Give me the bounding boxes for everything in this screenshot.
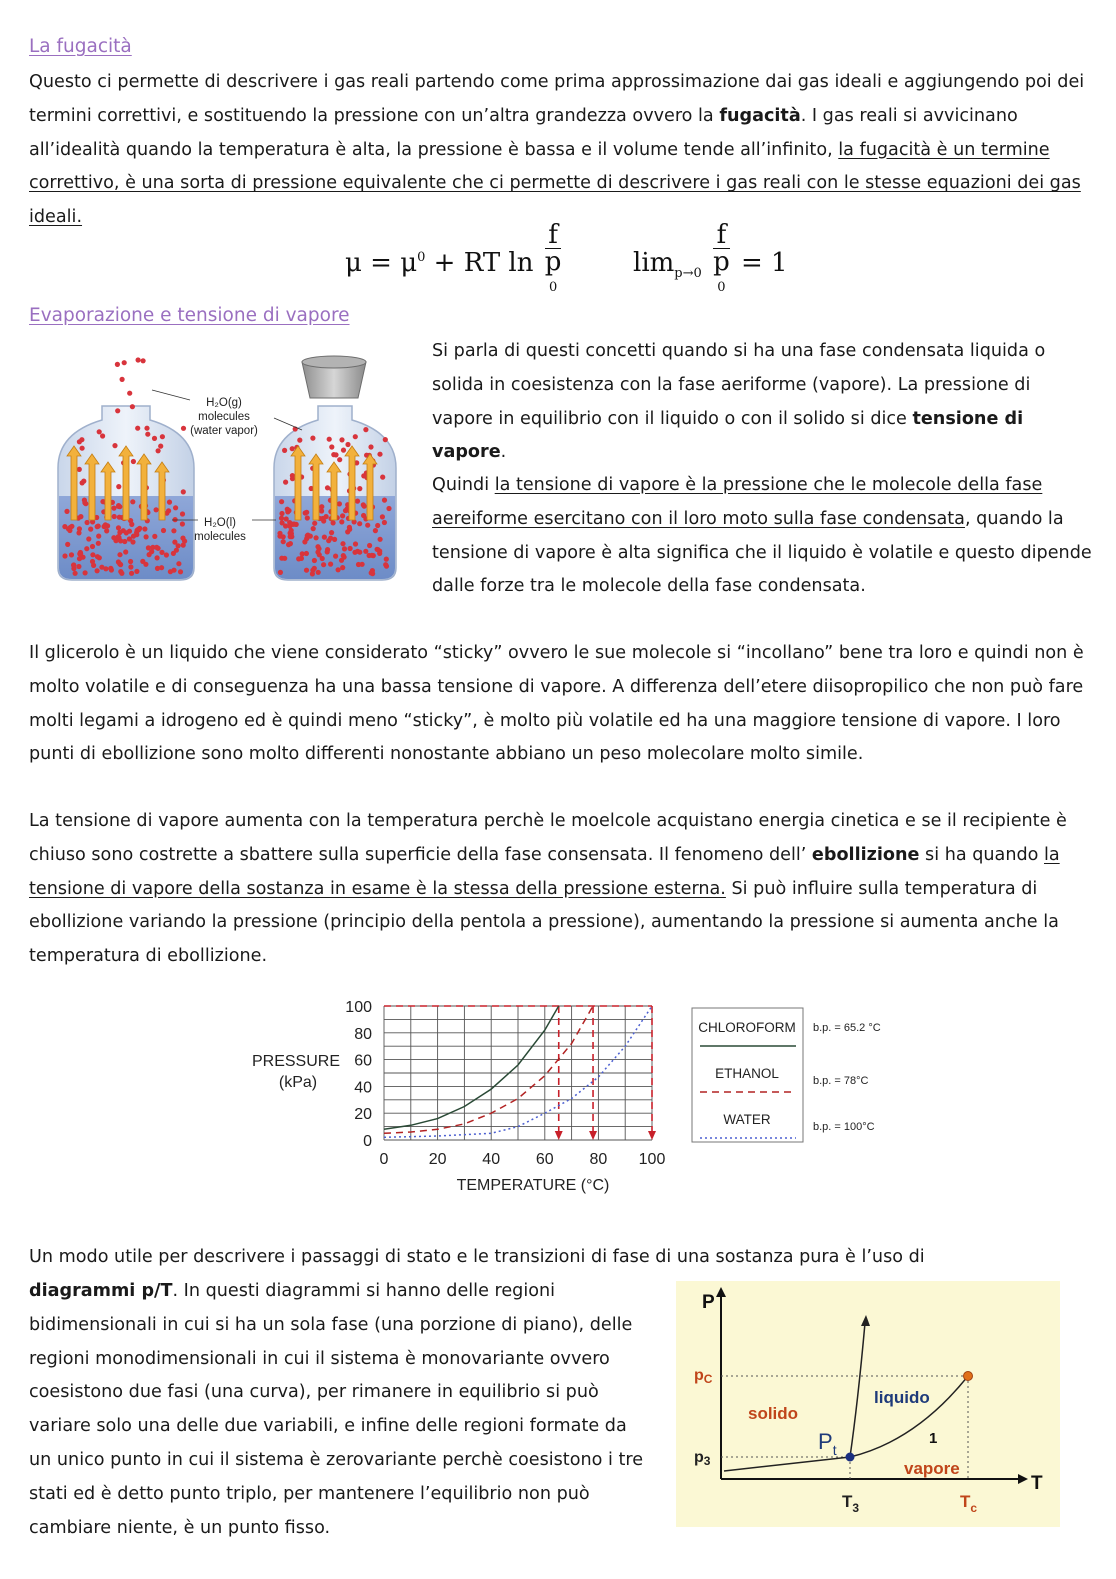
evaporation-heading: Evaporazione e tensione di vapore — [29, 305, 350, 326]
x-tick-label: 0 — [379, 1151, 389, 1168]
molecule — [155, 555, 160, 560]
molecule — [310, 571, 315, 576]
molecule — [90, 552, 95, 557]
molecule — [290, 446, 295, 451]
molecule — [77, 526, 82, 531]
molecule — [361, 473, 366, 478]
boiling-point-arrow — [555, 1131, 563, 1140]
molecule — [117, 552, 122, 557]
molecule — [302, 539, 307, 544]
molecule — [305, 515, 310, 520]
molecule — [281, 534, 286, 539]
evaporation-text-1-end: . — [500, 442, 507, 463]
molecule — [65, 542, 70, 547]
eq1-fraction — [545, 222, 562, 306]
molecule — [123, 549, 128, 554]
molecule — [279, 516, 284, 521]
molecule — [85, 520, 90, 525]
molecule — [365, 523, 370, 528]
tc-sub: c — [970, 1501, 978, 1515]
label-gas-2: molecules — [198, 411, 250, 423]
molecule — [357, 486, 362, 491]
y-tick-label: 100 — [345, 999, 372, 1016]
molecule — [115, 408, 120, 413]
molecule — [321, 562, 326, 567]
molecule — [312, 558, 317, 563]
molecule — [357, 521, 362, 526]
molecule — [329, 530, 334, 535]
fugacity-limit-equation — [633, 222, 788, 306]
boiling-point-arrow — [589, 1131, 597, 1140]
molecule — [327, 437, 332, 442]
legend-label: CHLOROFORM — [698, 1020, 796, 1035]
molecule — [337, 457, 342, 462]
molecule — [100, 433, 105, 438]
molecule — [178, 569, 183, 574]
molecule — [380, 475, 385, 480]
molecule — [281, 539, 286, 544]
phase-text-1: Un modo utile per descrivere i passaggi di stato e le transizioni di fase di una sostanza pura è l’uso di — [29, 1247, 925, 1267]
x-tick-label: 80 — [589, 1151, 608, 1168]
label-gas-3: (water vapor) — [190, 425, 258, 437]
molecule — [368, 444, 373, 449]
molecule — [152, 436, 157, 441]
molecule — [382, 520, 387, 525]
molecule — [117, 561, 122, 566]
molecule — [154, 507, 159, 512]
fugacity-bold: fugacità — [719, 105, 801, 126]
molecule — [325, 549, 330, 554]
molecule — [353, 541, 358, 546]
y-axis-label-1: PRESSURE — [251, 1053, 341, 1070]
legend-boiling-point: b.p. = 100°C — [813, 1121, 875, 1133]
molecule — [319, 508, 324, 513]
molecule — [355, 499, 360, 504]
molecule — [111, 535, 116, 540]
pc-main: p — [694, 1367, 704, 1384]
molecule — [283, 480, 288, 485]
molecule — [278, 570, 283, 575]
eq1-mid: + RT ln — [433, 247, 534, 278]
molecule — [312, 566, 317, 571]
y-tick-label: 80 — [354, 1025, 372, 1043]
boiling-bold: ebollizione — [811, 844, 920, 865]
molecule — [136, 357, 141, 362]
molecule — [378, 537, 383, 542]
fugacity-heading: La fugacità — [29, 36, 132, 57]
molecule — [167, 500, 172, 505]
molecule — [348, 546, 353, 551]
boiling-underline: la tensione di vapore della sostanza in esame è la stessa della pressione esterna. — [29, 844, 1060, 899]
fugacity-underline: la fugacità è un termine correttivo, è una sorta di pressione equivalente che ci permette di descrivere i gas reali con le stesse equazioni dei gas ideali. — [29, 139, 1081, 228]
molecule — [316, 546, 321, 551]
molecule — [288, 534, 293, 539]
molecule — [285, 507, 290, 512]
vapor-pressure-chart — [240, 992, 900, 1204]
solid-region-label: solido — [748, 1404, 799, 1423]
series-line-chloroform — [384, 1006, 559, 1129]
x-axis-label: TEMPERATURE (°C) — [456, 1177, 610, 1194]
curve-label: 1 — [929, 1430, 938, 1447]
molecule — [137, 526, 142, 531]
molecule — [305, 533, 310, 538]
molecule — [304, 551, 309, 556]
eq2-den: p — [713, 247, 730, 277]
molecule — [180, 511, 185, 516]
eq2-sub: p→0 — [674, 266, 702, 282]
molecule — [339, 437, 344, 442]
molecule — [120, 377, 125, 382]
molecule — [97, 429, 102, 434]
molecule — [144, 426, 149, 431]
molecule — [279, 511, 284, 516]
molecule — [112, 443, 117, 448]
molecule — [363, 427, 368, 432]
evaporation-paragraph-2 — [432, 469, 1092, 604]
eq1-exp: 0 — [417, 250, 426, 266]
molecule — [81, 479, 86, 484]
molecule — [180, 536, 185, 541]
evaporation-underline: la tensione di vapore è la pressione che le molecole della fase aereiforme esercitano con il loro moto sulla fase condensata — [432, 475, 1043, 529]
phase-diagram-background — [676, 1281, 1060, 1527]
molecule — [362, 504, 367, 509]
molecule — [144, 534, 149, 539]
molecule — [311, 526, 316, 531]
molecule — [66, 526, 71, 531]
molecule — [77, 467, 82, 472]
molecule — [134, 569, 139, 574]
molecule — [156, 448, 161, 453]
molecule — [181, 543, 186, 548]
molecule — [328, 562, 333, 567]
molecule — [79, 437, 84, 442]
molecule — [86, 536, 91, 541]
molecule — [322, 535, 327, 540]
molecule — [173, 505, 178, 510]
molecule — [95, 568, 100, 573]
eq1-den-exp: 0 — [548, 280, 558, 295]
molecule — [119, 571, 124, 576]
glycerol-paragraph: Il glicerolo è un liquido che viene considerato “sticky” ovvero le sue molecole si “incollano” bene tra loro e quindi non è molto volatile e di conseguenza ha una bassa tensione di vapore. A differenza dell’etere diisopropilico che non può fare molti legami a idrogeno ed è quindi meno “sticky”, è molto più volatile ed ha una maggiore tensione di vapore. I loro punti di ebollizione sono molto differenti nonostante abbiano un peso molecolare molto simile. — [29, 643, 1084, 765]
molecule — [345, 442, 350, 447]
molecule — [353, 434, 358, 439]
molecule — [181, 426, 186, 431]
molecule — [129, 571, 134, 576]
molecule — [337, 501, 342, 506]
t3-main: T — [842, 1492, 853, 1511]
molecule — [159, 550, 164, 555]
molecule — [336, 567, 341, 572]
molecule — [339, 558, 344, 563]
y-axis-label-2: (kPa) — [278, 1074, 318, 1091]
triple-main: P — [818, 1429, 833, 1454]
molecule — [96, 541, 101, 546]
molecule — [128, 564, 133, 569]
molecule — [340, 541, 345, 546]
molecule — [90, 544, 95, 549]
boiling-text-1: La tensione di vapore aumenta con la temperatura perchè le moelcole acquistano energia cinetica e se il recipiente è chiuso sono costrette a sbattere sulla superficie della fase consensata. Il fenomeno dell’ — [29, 811, 1067, 865]
molecule — [363, 549, 368, 554]
molecule — [384, 557, 389, 562]
molecule — [62, 553, 67, 558]
molecule — [161, 528, 166, 533]
critical-point — [964, 1372, 973, 1381]
molecule — [280, 520, 285, 525]
molecule — [128, 559, 133, 564]
triple-point — [846, 1453, 855, 1462]
evaporation-bold: tensione di vapore — [432, 408, 1024, 463]
molecule — [142, 526, 147, 531]
molecule — [135, 426, 140, 431]
molecule — [339, 519, 344, 524]
molecule — [96, 534, 101, 539]
y-tick-label: 20 — [354, 1106, 372, 1124]
evaporation-paragraph-1 — [432, 335, 1092, 470]
molecule — [150, 545, 155, 550]
molecule — [152, 534, 157, 539]
eq2-rhs: = 1 — [740, 247, 788, 278]
molecule — [82, 498, 87, 503]
boiling-paragraph — [29, 805, 1089, 974]
label-liquid-2: molecules — [194, 531, 246, 543]
molecule — [140, 559, 145, 564]
molecule — [158, 444, 163, 449]
molecule — [116, 484, 121, 489]
label-gas-1: H₂O(g) — [206, 397, 242, 409]
y-tick-label: 0 — [363, 1133, 372, 1150]
molecule — [279, 499, 284, 504]
molecule — [377, 452, 382, 457]
eq2-num: f — [713, 222, 730, 249]
chart-grid — [384, 1006, 652, 1140]
molecule — [71, 563, 76, 568]
t3-sub: 3 — [852, 1501, 860, 1515]
molecule — [99, 565, 104, 570]
eq1-lhs: μ = μ — [345, 247, 418, 278]
fugacity-text-1: Questo ci permette di descrivere i gas reali partendo come prima approssimazione dai gas ideali e aggiungendo poi dei termini correttivi, e sostituendo la pressione con un’altra grandezza ovvero la — [29, 72, 1085, 126]
molecule — [292, 522, 297, 527]
molecule — [347, 527, 352, 532]
x-tick-label: 60 — [535, 1151, 554, 1168]
chart-ticks — [345, 999, 665, 1168]
molecule — [386, 506, 391, 511]
molecule — [297, 438, 302, 443]
phase-diagram — [676, 1281, 1060, 1527]
molecule — [361, 513, 366, 518]
molecule — [130, 499, 135, 504]
pc-sub: C — [703, 1372, 713, 1386]
molecule — [80, 446, 85, 451]
molecule — [356, 562, 361, 567]
molecule — [160, 434, 165, 439]
molecule — [176, 543, 181, 548]
molecule — [290, 476, 295, 481]
molecule — [95, 554, 100, 559]
molecule — [116, 504, 121, 509]
molecule — [176, 561, 181, 566]
molecule — [131, 459, 136, 464]
molecule — [164, 552, 169, 557]
molecule — [111, 506, 116, 511]
chemical-potential-equation — [345, 222, 564, 306]
molecule — [369, 553, 374, 558]
eq2-lim: lim — [633, 247, 675, 278]
molecule — [180, 521, 185, 526]
molecule — [155, 566, 160, 571]
molecule — [314, 535, 319, 540]
t-axis-label: T — [1031, 1473, 1043, 1494]
molecule — [173, 517, 178, 522]
molecule — [342, 546, 347, 551]
tc-main: T — [960, 1492, 971, 1511]
phase-text-2: . In questi diagrammi si hanno delle regioni bidimensionali in cui si ha un sola fase (una porzione di piano), delle regioni monodimensionali in cui il sistema è monovariante ovvero coesistono due fasi (una curva), per rimanere in equilibrio si può variare solo una delle due variabili, e infine delle regioni formate da un unico punto in cui il sistema è zerovariante perchè coesistono i tre stati ed è detto punto triplo, per mantenere l’equilibrio non può cambiare niente, è un punto fisso. — [29, 1281, 644, 1538]
molecule — [103, 522, 108, 527]
y-tick-label: 40 — [354, 1079, 372, 1097]
fugacity-text-2: . I gas reali si avvicinano all’idealità quando la temperatura è alta, la pressione è bassa e il volume tende all’infinito, — [29, 105, 1018, 160]
molecule — [316, 570, 321, 575]
molecule — [78, 550, 83, 555]
molecule — [104, 528, 109, 533]
molecule — [127, 536, 132, 541]
molecule — [171, 528, 176, 533]
molecule — [124, 530, 129, 535]
label-liquid-1: H₂O(l) — [204, 517, 236, 529]
vapour-region-label: vapore — [904, 1459, 960, 1478]
molecule — [134, 532, 139, 537]
boiling-text-3: Si può influire sulla temperatura di ebollizione variando la pressione (principio della pentola a pressione), aumentando la pressione si aumenta anche la temperatura di ebollizione. — [29, 878, 1059, 967]
triple-sub: t — [832, 1442, 837, 1458]
molecule — [312, 521, 317, 526]
molecule — [329, 444, 334, 449]
molecule — [115, 362, 120, 367]
molecule — [171, 568, 176, 573]
legend-boiling-point: b.p. = 65.2 °C — [813, 1022, 881, 1034]
p3-sub: 3 — [703, 1454, 711, 1468]
molecule — [331, 452, 336, 457]
molecule — [380, 514, 385, 519]
molecule — [282, 556, 287, 561]
phase-bold: diagrammi p/T — [29, 1281, 173, 1301]
molecule — [282, 448, 287, 453]
legend-label: WATER — [723, 1112, 771, 1127]
evaporation-text-1: Si parla di questi concetti quando si ha una fase condensata liquida o solida in coesistenza con la fase aeriforme (vapore). La pressione di vapore in equilibrio con il liquido o con il solido si dice — [432, 341, 1046, 429]
molecule — [304, 568, 309, 573]
molecule — [130, 404, 135, 409]
y-tick-label: 60 — [354, 1052, 372, 1070]
molecule — [286, 542, 291, 547]
molecule — [341, 553, 346, 558]
molecule — [370, 568, 375, 573]
legend-label: ETHANOL — [715, 1066, 779, 1081]
molecule — [78, 514, 83, 519]
molecule — [77, 556, 82, 561]
molecule — [181, 489, 186, 494]
molecule — [310, 436, 315, 441]
molecule — [340, 513, 345, 518]
molecule — [384, 564, 389, 569]
molecule — [377, 551, 382, 556]
eq2-fraction — [713, 222, 730, 306]
molecule — [333, 554, 338, 559]
molecule — [122, 360, 127, 365]
eq1-den: p — [544, 247, 562, 277]
molecule — [145, 432, 150, 437]
boiling-text-2: si ha quando — [919, 844, 1044, 865]
molecule — [171, 551, 176, 556]
evaporation-text-2-end: , quando la tensione di vapore è alta significa che il liquido è volatile e questo dipende dalle forze tra le molecole della fase condensata. — [432, 508, 1092, 597]
x-tick-label: 40 — [482, 1151, 501, 1168]
legend-boiling-point: b.p. = 78°C — [813, 1075, 869, 1087]
x-tick-label: 100 — [638, 1151, 666, 1168]
molecule — [382, 498, 387, 503]
p3-main: p — [694, 1449, 704, 1466]
molecule — [112, 514, 117, 519]
vapor-pressure-figure — [40, 348, 400, 588]
molecule — [64, 509, 69, 514]
molecule — [367, 543, 372, 548]
liquid-region-label: liquido — [874, 1388, 930, 1407]
molecule — [304, 510, 309, 515]
molecule — [90, 559, 95, 564]
molecule — [299, 556, 304, 561]
fugacity-paragraph — [29, 66, 1089, 235]
boiling-point-arrow — [648, 1131, 656, 1140]
molecule — [69, 552, 74, 557]
molecule — [84, 546, 89, 551]
phase-paragraph — [29, 1275, 644, 1545]
molecule — [357, 550, 362, 555]
evaporation-text-2-start: Quindi — [432, 475, 495, 495]
x-tick-label: 20 — [428, 1151, 447, 1168]
molecule — [326, 538, 331, 543]
molecule — [340, 565, 345, 570]
molecule — [373, 528, 378, 533]
molecule — [83, 570, 88, 575]
molecule — [141, 358, 146, 363]
molecule — [341, 448, 346, 453]
molecule — [118, 538, 123, 543]
molecule — [375, 523, 380, 528]
molecule — [127, 391, 132, 396]
molecule — [108, 566, 113, 571]
phase-paragraph-intro — [29, 1241, 1089, 1275]
molecule — [73, 571, 78, 576]
molecule — [96, 524, 101, 529]
molecule — [284, 516, 289, 521]
series-line-ethanol — [384, 1006, 593, 1133]
molecule — [116, 525, 121, 530]
molecule — [88, 527, 93, 532]
eq1-num: f — [545, 222, 562, 249]
p-axis-label: P — [702, 1292, 715, 1313]
molecule — [383, 437, 388, 442]
molecule — [320, 556, 325, 561]
eq2-den-exp: 0 — [717, 280, 726, 295]
molecule — [76, 564, 81, 569]
